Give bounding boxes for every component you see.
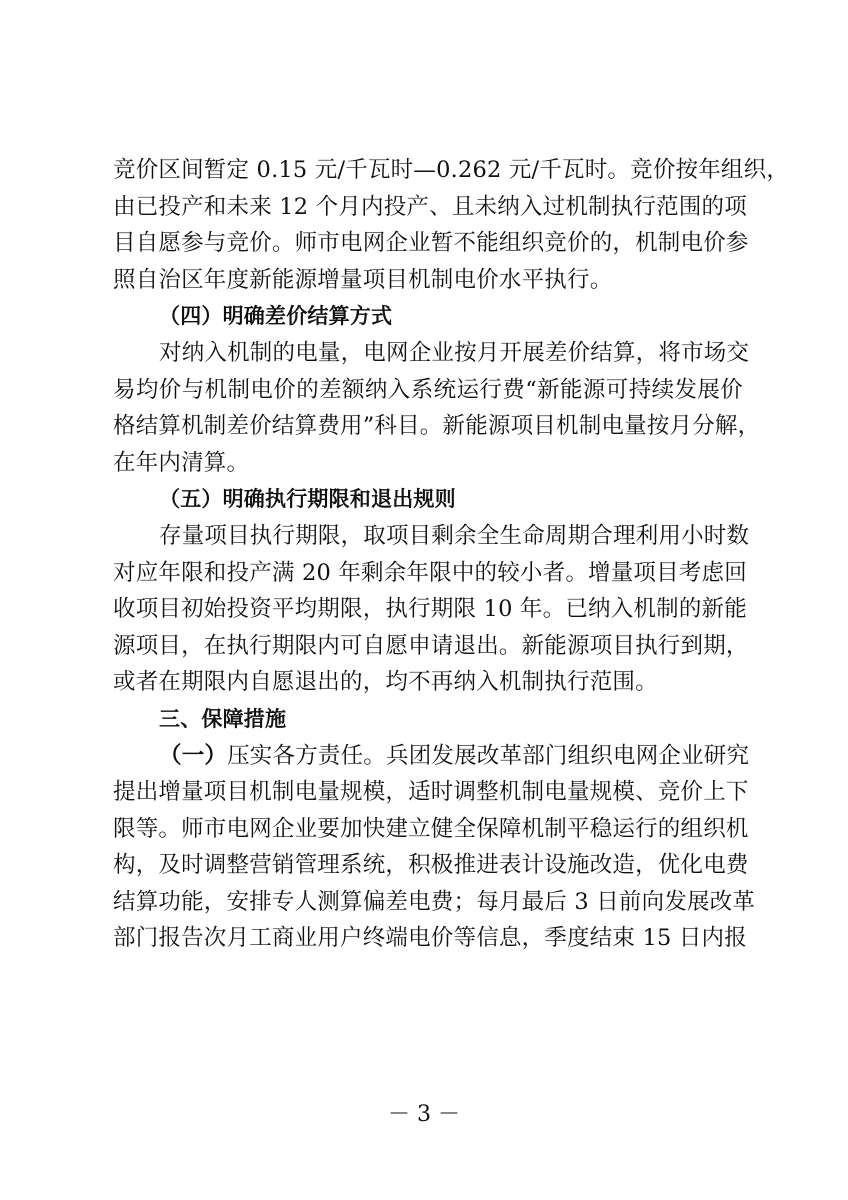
paragraph-line: 易均价与机制电价的差额纳入系统运行费“新能源可持续发展价 — [113, 376, 743, 403]
paragraph-line: 由已投产和未来 12 个月内投产、且未纳入过机制执行范围的项 — [113, 193, 747, 220]
body-text — [113, 152, 790, 957]
section-heading: （五）明确执行期限和退出规则 — [159, 487, 456, 512]
paragraph-line: 构，及时调整营销管理系统，积极推进表计设施改造，优化电费 — [113, 852, 749, 879]
measure-text: 压实各方责任。兵团发展改革部门组织电网企业研究 — [227, 742, 750, 769]
paragraph-line: 限等。师市电网企业要加快建立健全保障机制平稳运行的组织机 — [113, 815, 749, 842]
paragraph-line: 格结算机制差价结算费用”科目。新能源项目机制电量按月分解， — [113, 413, 761, 440]
section-heading: （四）明确差价结算方式 — [159, 304, 393, 329]
paragraph-line: 源项目，在执行期限内可自愿申请退出。新能源项目执行到期， — [113, 632, 749, 659]
paragraph-line: 或者在期限内自愿退出的，均不再纳入机制执行范围。 — [113, 669, 658, 696]
paragraph-line: 对纳入机制的电量，电网企业按月开展差价结算，将市场交 — [159, 339, 750, 366]
paragraph-line: 提出增量项目机制电量规模，适时调整机制电量规模、竞价上下 — [113, 779, 749, 806]
paragraph-line: 在年内清算。 — [113, 449, 250, 476]
measure-prefix: （一） — [159, 742, 228, 769]
paragraph-line: 目自愿参与竞价。师市电网企业暂不能组织竞价的，机制电价参 — [113, 230, 749, 257]
paragraph-line: 照自治区年度新能源增量项目机制电价水平执行。 — [113, 266, 613, 293]
chapter-heading: 三、保障措施 — [159, 706, 287, 731]
page-number: － 3 － — [388, 1102, 460, 1127]
paragraph-line: 存量项目执行期限，取项目剩余全生命周期合理利用小时数 — [159, 522, 750, 549]
paragraph-line: 部门报告次月工商业用户终端电价等信息，季度结束 15 日内报 — [113, 925, 747, 952]
paragraph-line: 结算功能，安排专人测算偏差电费；每月最后 3 日前向发展改革 — [113, 888, 756, 915]
paragraph-line: 收项目初始投资平均期限，执行期限 10 年。已纳入机制的新能 — [113, 596, 747, 623]
measure-line — [113, 738, 750, 775]
paragraph-line: 竞价区间暂定 0.15 元/千瓦时—0.262 元/千瓦时。竞价按年组织， — [113, 157, 790, 183]
paragraph-line: 对应年限和投产满 20 年剩余年限中的较小者。增量项目考虑回 — [113, 559, 747, 586]
